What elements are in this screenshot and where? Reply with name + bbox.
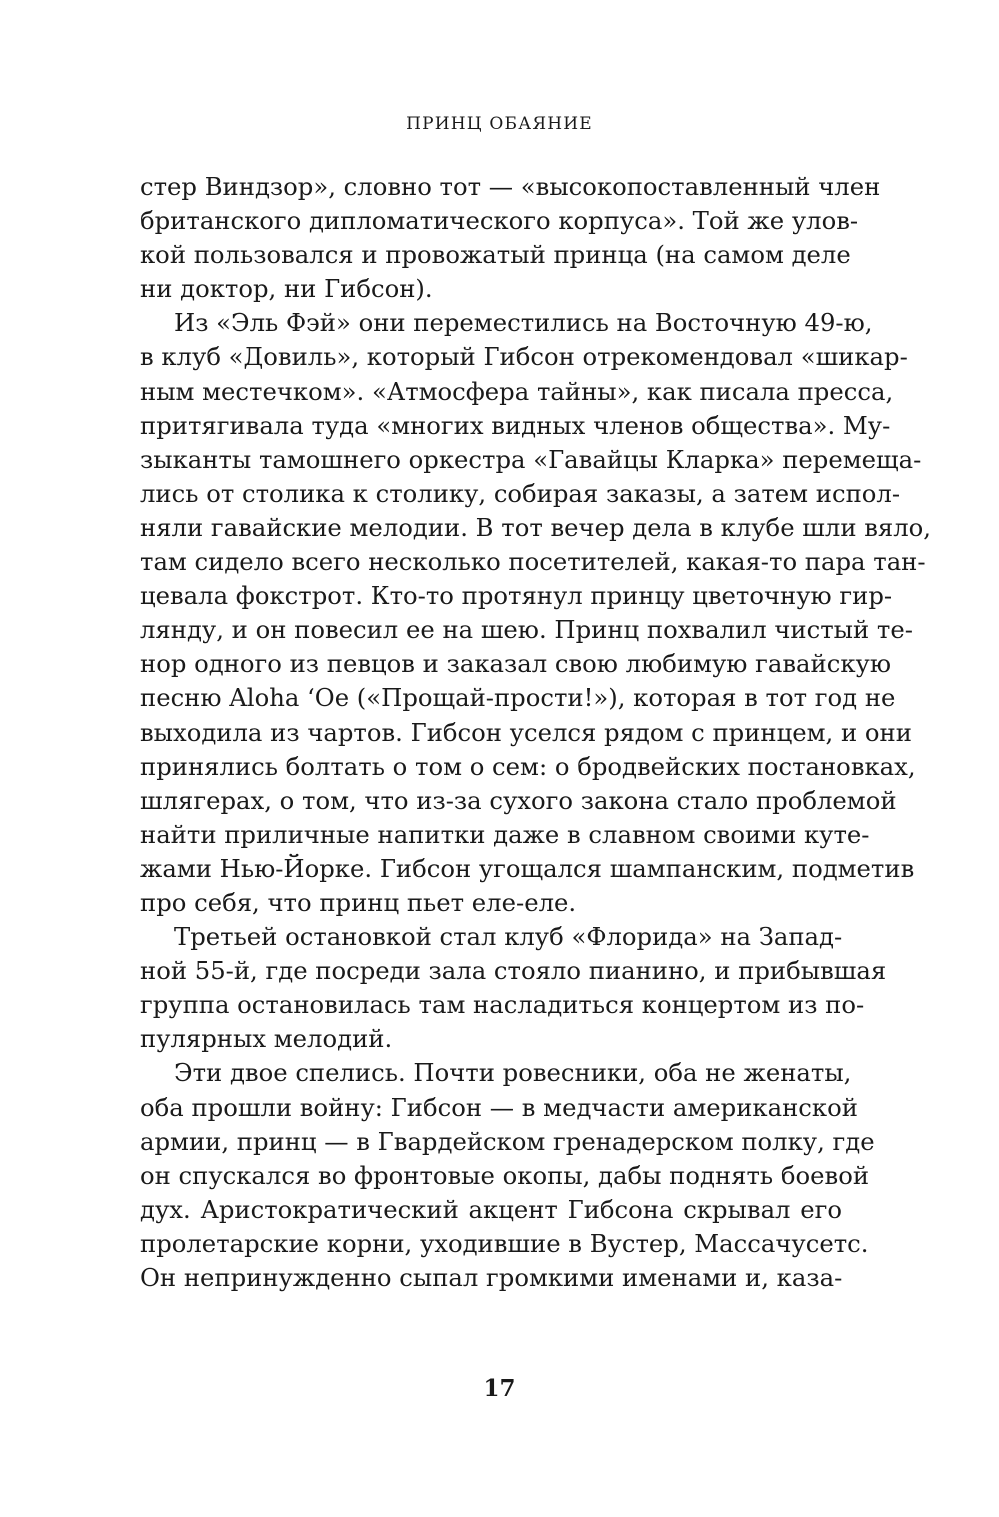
text-line: пулярных мелодий.	[140, 1024, 393, 1054]
running-head: ПРИНЦ ОБАЯНИЕ	[406, 114, 593, 134]
paragraph	[140, 306, 932, 920]
text-line: ной 55-й, где посреди зала стояло пианино, и прибывшая	[140, 956, 887, 986]
text-line: лись от столика к столику, собирая заказы, а затем испол-	[140, 478, 901, 508]
text-line: зыканты тамошнего оркестра «Гавайцы Кларка» перемеща-	[140, 444, 922, 474]
text-line: Третьей остановкой стал клуб «Флорида» на Запад-	[174, 922, 843, 952]
text-line: дух. Аристократический акцент Гибсона скрывал его	[140, 1194, 842, 1224]
text-line: группа остановилась там насладиться концертом из по-	[140, 990, 865, 1020]
text-line: оба прошли войну: Гибсон — в медчасти американской	[140, 1092, 858, 1122]
text-line: найти приличные напитки даже в славном своими куте-	[140, 819, 870, 849]
text-line: няли гавайские мелодии. В тот вечер дела в клубе шли вяло,	[140, 512, 932, 542]
text-line: кой пользовался и провожатый принца (на самом деле	[140, 240, 851, 270]
text-line: Он непринужденно сыпал громкими именами и, каза-	[140, 1263, 843, 1292]
text-line: стер Виндзор», словно тот — «высокопоставленный член	[140, 172, 881, 201]
text-line: жами Нью-Йорке. Гибсон угощался шампанским, подметив	[140, 853, 915, 883]
text-line: песню Aloha ‘Oe («Прощай-прости!»), которая в тот год не	[140, 683, 896, 713]
page-number: 17	[483, 1375, 516, 1402]
text-line: выходила из чартов. Гибсон уселся рядом с принцем, и они	[140, 717, 912, 747]
text-line: армии, принц — в Гвардейском гренадерском полку, где	[140, 1126, 875, 1156]
text-line: Из «Эль Фэй» они переместились на Восточную 49-ю,	[174, 308, 873, 338]
text-line: цевала фокстрот. Кто-то протянул принцу цветочную гир-	[140, 581, 893, 611]
text-line: притягивала туда «многих видных членов общества». Му-	[140, 410, 891, 440]
text-line: там сидело всего несколько посетителей, какая-то пара тан-	[140, 547, 926, 577]
paragraph	[140, 920, 887, 1056]
text-line: британского дипломатического корпуса». Той же улов-	[140, 206, 859, 236]
text-line: ным местечком». «Атмосфера тайны», как писала пресса,	[140, 376, 894, 406]
text-line: он спускался во фронтовые окопы, дабы поднять боевой	[140, 1160, 870, 1190]
text-line: Эти двое спелись. Почти ровесники, оба не женаты,	[174, 1058, 852, 1088]
text-line: пролетарские корни, уходившие в Вустер, Массачусетс.	[140, 1228, 869, 1258]
text-line: в клуб «Довиль», который Гибсон отрекомендовал «шикар-	[140, 342, 908, 372]
paragraph	[140, 1056, 875, 1295]
text-line: лянду, и он повесил ее на шею. Принц похвалил чистый те-	[140, 615, 913, 645]
text-line: ни доктор, ни Гибсон).	[140, 274, 433, 304]
paragraph	[140, 170, 881, 306]
text-line: принялись болтать о том о сем: о бродвейских постановках,	[140, 751, 916, 781]
text-line: шлягерах, о том, что из-за сухого закона стало проблемой	[140, 785, 897, 815]
body-text	[140, 170, 932, 1295]
text-line: про себя, что принц пьет еле-еле.	[140, 887, 577, 917]
text-line: нор одного из певцов и заказал свою любимую гавайскую	[140, 649, 891, 679]
